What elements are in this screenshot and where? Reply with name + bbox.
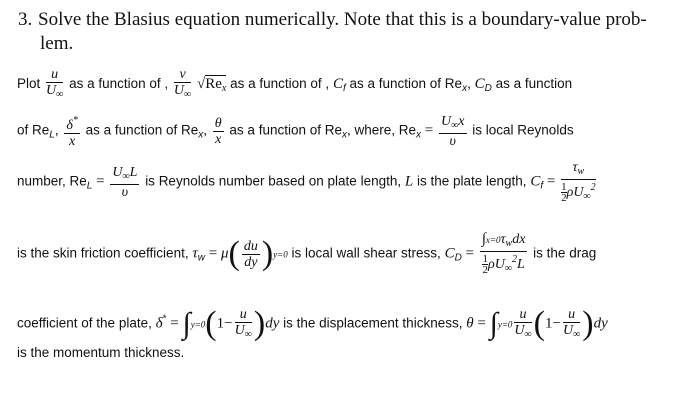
line-skin-friction: is the skin friction coefficient, $\tau_w = \mu$( $\frac{du}{dy}$ )y=0 is local wall shear stress, $C_D$ = $\int x=0\tau_wdx$ $\frac{1}{2}$ $\rho U_\infty^2L$ is the drag: [17, 231, 597, 277]
frac-cd-def: $\int x=0\tau_wdx$ $\frac{1}{2}$ $\rho U_\infty^2L$: [481, 231, 526, 277]
frac-du-dy: $\frac{du}{dy}$: [243, 238, 258, 270]
problem-number: 3.: [18, 9, 33, 30]
line-momentum: is the momentum thickness.: [17, 345, 185, 360]
frac-cf-def: $\tau_w$ $\frac{1}{2}$ $\rho U_\infty^2$: [561, 160, 596, 205]
line-plot-1: Plot $\frac{u}{U_\infty}$ as a function of , $\frac{v}{U_\infty}$ $√Re_x$ as a function of , $C_f$ as a function of $Re_x$, $C_D$ as a function: [17, 67, 573, 100]
frac-re-l-def: $\frac{U_\infty L}{\upsilon}$: [112, 164, 138, 200]
frac-v-over-uinf: $\frac{v}{U_\infty}$: [173, 67, 192, 100]
line-plot-2: of $Re_L$, $\frac{\delta^*}{x}$ as a function of $Re_x$, $\frac{\theta}{x}$ as a function of $Re_x$, where, $Re_x$ = $\frac{U_\infty x}{\upsilon}$ is local Reynolds: [17, 113, 574, 149]
heading-line-2: lem.: [40, 33, 74, 54]
frac-re-x-def: $\frac{U_\infty x}{\upsilon}$: [441, 113, 465, 149]
line-displacement: coefficient of the plate, δ* = ∫y=0(1− $\frac{u}{U_\infty}$ )dy is the displacement thickness, θ = ∫y=0 $\frac{u}{U_\infty}$ (1− $\frac{u}{U_\infty}$ )dy: [17, 305, 608, 342]
frac-u-over-uinf-2: $\frac{u}{U_\infty}$: [234, 306, 252, 340]
frac-theta-over-x: $\frac{\theta}{x}$: [214, 115, 222, 147]
frac-u-over-uinf: $\frac{u}{U_\infty}$: [46, 67, 64, 100]
frac-delta-over-x: $\frac{\delta^*}{x}$: [66, 115, 78, 149]
heading-line-1: Solve the Blasius equation numerically. Note that this is a boundary-value prob-: [38, 9, 647, 30]
frac-u-over-uinf-3: $\frac{u}{U_\infty}$: [514, 306, 532, 340]
line-number-re-l: number, $Re_L$ = $\frac{U_\infty L}{\upsilon}$ is Reynolds number based on plate length, L is the plate length, $C_f$ = $\tau_w$ $\frac{1}{2}$ $\rho U_\infty^2$: [17, 160, 596, 205]
problem-heading: [18, 8, 658, 56]
text-plot: Plot: [17, 76, 41, 92]
frac-u-over-uinf-4: $\frac{u}{U_\infty}$: [562, 306, 581, 340]
